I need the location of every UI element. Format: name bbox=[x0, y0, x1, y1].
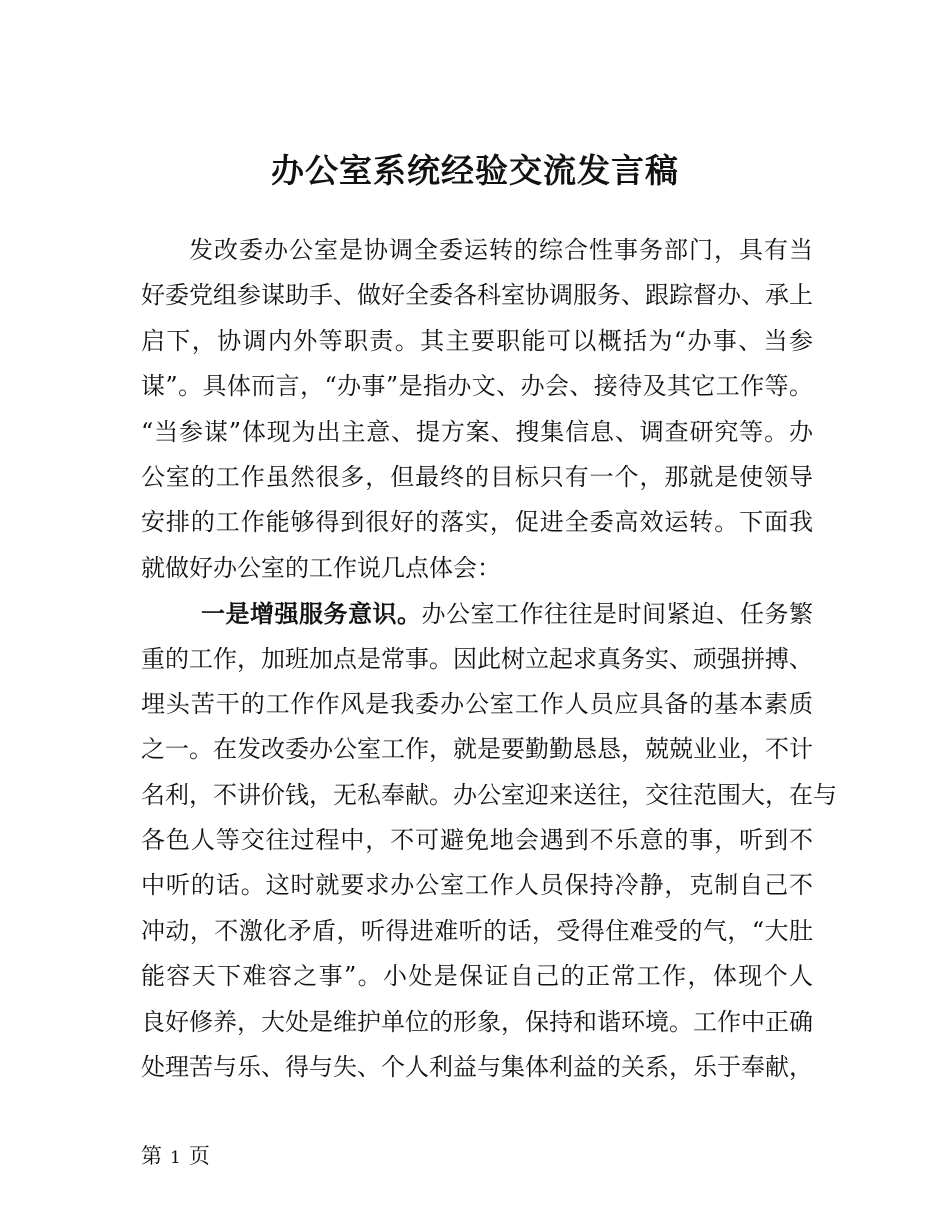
document-body bbox=[141, 228, 837, 1090]
paragraph-line: 重的工作，加班加点是常事。因此树立起求真务实、顽强拼搏、 bbox=[141, 644, 813, 673]
document-title: 办公室系统经验交流发言稿 bbox=[271, 151, 679, 190]
paragraph-line: 各色人等交往过程中，不可避免地会遇到不乐意的事，听到不 bbox=[141, 826, 813, 855]
page-footer bbox=[141, 1141, 210, 1173]
paragraph-line: “当参谋”体现为出主意、提方案、搜集信息、调查研究等。办 bbox=[141, 417, 813, 446]
paragraph-line bbox=[141, 591, 813, 636]
paragraph-line-text: 办公室工作往往是时间紧迫、任务繁 bbox=[421, 600, 813, 629]
paragraph-line: 良好修养，大处是维护单位的形象，保持和谐环境。工作中正确 bbox=[141, 1007, 813, 1036]
paragraph-line: 发改委办公室是协调全委运转的综合性事务部门，具有当 bbox=[189, 236, 813, 264]
paragraph-line: 好委党组参谋助手、做好全委各科室协调服务、跟踪督办、承上 bbox=[141, 281, 813, 310]
paragraph-line: 名利，不讲价钱，无私奉献。办公室迎来送往，交往范围大，在与 bbox=[141, 780, 837, 809]
page-number: 1 bbox=[170, 1148, 181, 1168]
paragraph-line: 就做好办公室的工作说几点体会： bbox=[141, 553, 501, 582]
paragraph-line: 冲动，不激化矛盾，听得进难听的话，受得住难受的气，“大肚 bbox=[141, 916, 813, 945]
paragraph-line: 之一。在发改委办公室工作，就是要勤勤恳恳，兢兢业业，不计 bbox=[141, 735, 813, 764]
paragraph-line: 埋头苦干的工作作风是我委办公室工作人员应具备的基本素质 bbox=[141, 689, 813, 718]
page-label-prefix: 第 bbox=[141, 1144, 162, 1168]
paragraph-line: 能容天下难容之事”。小处是保证自己的正常工作，体现个人 bbox=[141, 962, 813, 991]
paragraph-line: 安排的工作能够得到很好的落实，促进全委高效运转。下面我 bbox=[141, 508, 813, 537]
paragraph-line: 处理苦与乐、得与失、个人利益与集体利益的关系，乐于奉献， bbox=[141, 1053, 813, 1082]
paragraph-line: 公室的工作虽然很多，但最终的目标只有一个，那就是使领导 bbox=[141, 462, 813, 491]
paragraph-line: 谋”。具体而言，“办事”是指办文、办会、接待及其它工作等。 bbox=[141, 372, 813, 401]
section-lead-heading: 一是增强服务意识。 bbox=[201, 599, 422, 629]
page-label-suffix: 页 bbox=[188, 1144, 210, 1168]
paragraph-line: 中听的话。这时就要求办公室工作人员保持冷静，克制自己不 bbox=[141, 871, 813, 900]
paragraph-line: 启下，协调内外等职责。其主要职能可以概括为“办事、当参 bbox=[141, 326, 813, 355]
